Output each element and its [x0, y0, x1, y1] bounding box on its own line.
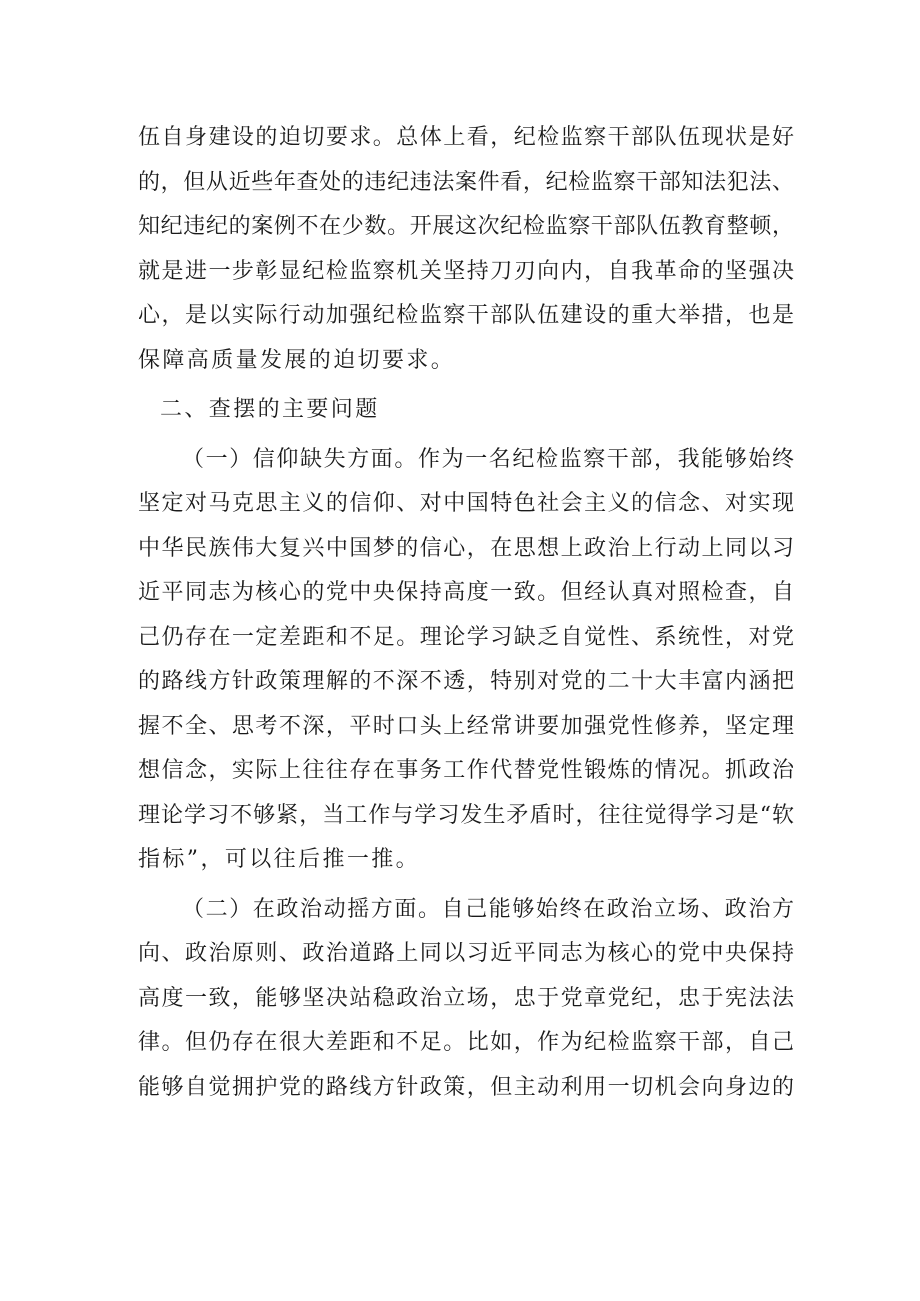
paragraph-line: 伍自身建设的迫切要求。总体上看，纪检监察干部队伍现状是好 [138, 125, 794, 150]
paragraph-1 [138, 116, 794, 383]
paragraph-3 [138, 888, 794, 1111]
paragraph-line: 中华民族伟大复兴中国梦的信心，在思想上政治上行动上同以习 [138, 535, 794, 561]
paragraph-line: 指标”，可以往后推一推。 [138, 847, 421, 872]
paragraph-line: 向、政治原则、政治道路上同以习近平同志为核心的党中央保持 [138, 941, 794, 966]
paragraph-line: 高度一致，能够坚决站稳政治立场，忠于党章党纪，忠于宪法法 [138, 985, 794, 1011]
paragraph-line: （一）信仰缺失方面。作为一名纪检监察干部，我能够始终 [182, 446, 794, 472]
paragraph-line: 理论学习不够紧，当工作与学习发生矛盾时，往往觉得学习是“软 [138, 802, 794, 828]
document-body [138, 116, 794, 1110]
paragraph-line: 坚定对马克思主义的信仰、对中国特色社会主义的信念、对实现 [138, 491, 794, 516]
paragraph-2 [138, 438, 794, 883]
paragraph-line: 心，是以实际行动加强纪检监察干部队伍建设的重大举措，也是 [138, 303, 794, 328]
section-heading: 二、查摆的主要问题 [160, 397, 380, 422]
paragraph-line: 知纪违纪的案例不在少数。开展这次纪检监察干部队伍教育整顿， [138, 214, 794, 239]
paragraph-line: 己仍存在一定差距和不足。理论学习缺乏自觉性、系统性，对党 [138, 624, 794, 650]
paragraph-line: 近平同志为核心的党中央保持高度一致。但经认真对照检查，自 [138, 580, 794, 605]
paragraph-line: 想信念，实际上往往存在事务工作代替党性锻炼的情况。抓政治 [138, 758, 794, 783]
paragraph-line: 的路线方针政策理解的不深不透，特别对党的二十大丰富内涵把 [138, 669, 794, 694]
paragraph-line: （二）在政治动摇方面。自己能够始终在政治立场、政治方 [182, 896, 794, 922]
paragraph-line: 保障高质量发展的迫切要求。 [138, 347, 456, 373]
paragraph-line: 的，但从近些年查处的违纪违法案件看，纪检监察干部知法犯法、 [138, 169, 794, 195]
paragraph-line: 就是进一步彰显纪检监察机关坚持刀刃向内，自我革命的坚强决 [138, 258, 794, 284]
paragraph-line: 律。但仍存在很大差距和不足。比如，作为纪检监察干部，自己 [138, 1030, 794, 1055]
paragraph-line: 握不全、思考不深，平时口头上经常讲要加强党性修养，坚定理 [138, 713, 794, 739]
paragraph-line: 能够自觉拥护党的路线方针政策，但主动利用一切机会向身边的 [138, 1074, 794, 1100]
